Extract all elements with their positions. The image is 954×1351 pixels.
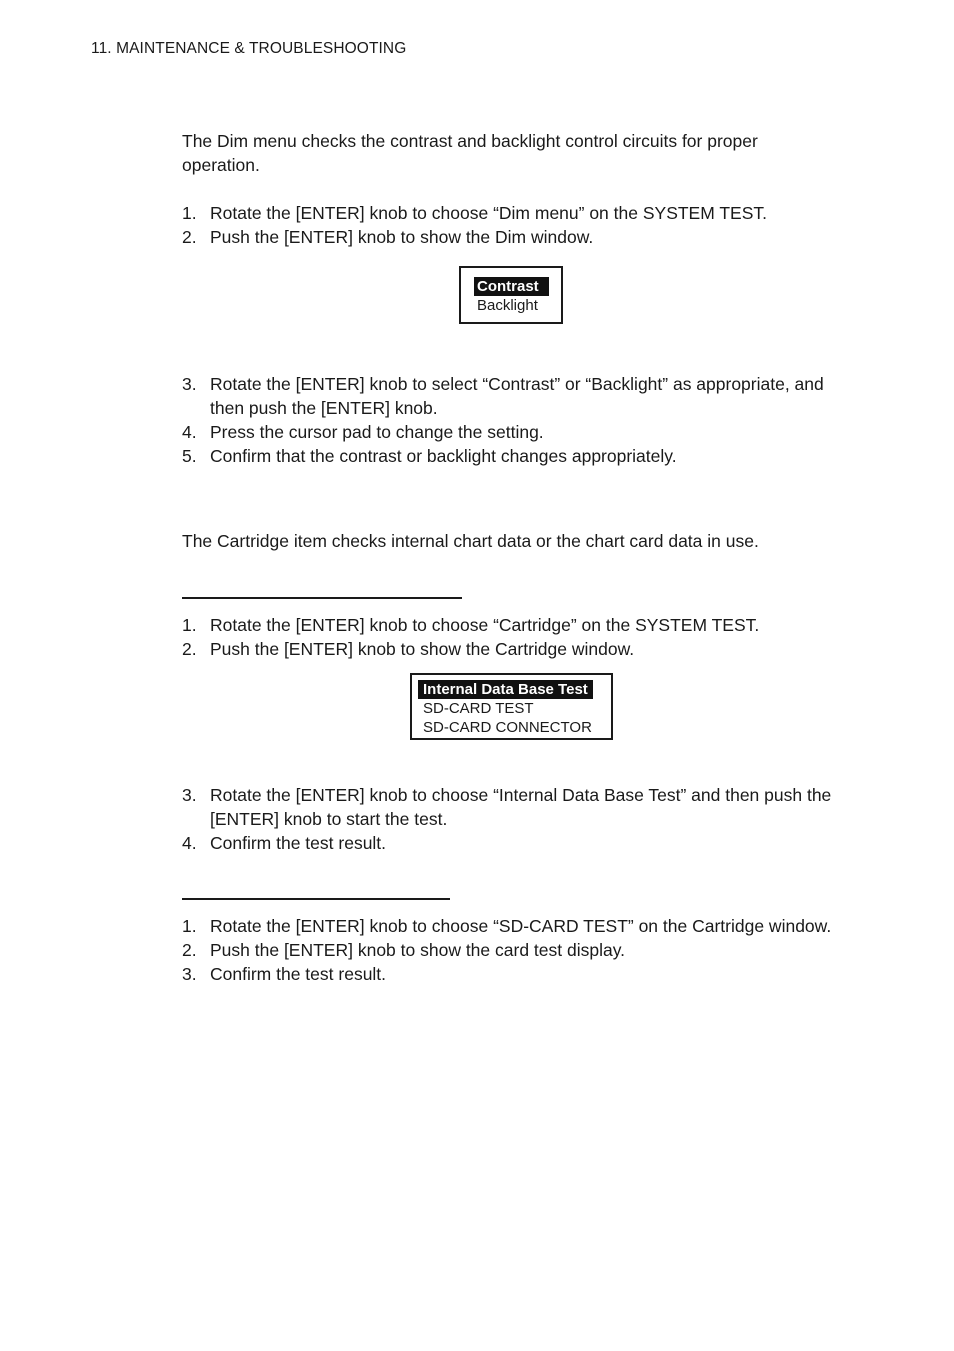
step-number: 2.: [182, 639, 197, 659]
dim-intro-paragraph: The Dim menu checks the contrast and backlight control circuits for proper operation.: [182, 131, 758, 175]
section-divider: [182, 597, 462, 599]
step-text: Push the [ENTER] knob to show the Cartridge window.: [210, 639, 635, 659]
step-text: Press the cursor pad to change the setting.: [210, 422, 544, 442]
dim-steps-list-a: [182, 201, 842, 249]
step-number: 4.: [182, 422, 197, 442]
dim-step-3: [182, 372, 842, 420]
cartridge-intro-paragraph: The Cartridge item checks internal chart data or the chart card data in use.: [182, 531, 759, 551]
step-number: 1.: [182, 615, 197, 635]
cartridge-step-2: [182, 637, 842, 661]
step-text: Rotate the [ENTER] knob to choose “Cartridge” on the SYSTEM TEST.: [210, 615, 760, 635]
sd-card-steps-list: [182, 914, 842, 986]
dim-step-4: [182, 420, 842, 444]
cartridge-menu-item-sd-card-test[interactable]: SD-CARD TEST: [423, 700, 534, 717]
step-text: Confirm the test result.: [210, 964, 387, 984]
step-number: 3.: [182, 785, 197, 805]
step-number: 2.: [182, 227, 197, 247]
cartridge-menu-item-sd-card-connector[interactable]: SD-CARD CONNECTOR: [423, 719, 592, 736]
cartridge-step-4: [182, 831, 842, 855]
step-text: Confirm that the contrast or backlight changes appropriately.: [210, 446, 677, 466]
step-text: Rotate the [ENTER] knob to choose “Internal Data Base Test” and then push the [ENTER] knob to start the test.: [210, 785, 832, 829]
step-text: Rotate the [ENTER] knob to select “Contrast” or “Backlight” as appropriate, and then push the [ENTER] knob.: [210, 374, 824, 418]
dim-step-1: [182, 201, 842, 225]
step-number: 5.: [182, 446, 197, 466]
step-text: Confirm the test result.: [210, 833, 387, 853]
step-text: Push the [ENTER] knob to show the card test display.: [210, 940, 626, 960]
cartridge-step-1: [182, 613, 842, 637]
sd-card-step-1: [182, 914, 842, 938]
step-number: 1.: [182, 916, 197, 936]
sd-card-step-3: [182, 962, 842, 986]
dim-menu-item-contrast[interactable]: Contrast: [474, 277, 549, 296]
step-number: 3.: [182, 374, 197, 394]
cartridge-menu-item-internal-db-test[interactable]: Internal Data Base Test: [418, 680, 593, 699]
cartridge-steps-list-a: [182, 613, 842, 661]
cartridge-step-3: [182, 783, 842, 831]
step-number: 1.: [182, 203, 197, 223]
section-divider: [182, 898, 450, 900]
step-number: 3.: [182, 964, 197, 984]
cartridge-window: [410, 673, 613, 740]
dim-step-5: [182, 444, 842, 468]
dim-menu-item-backlight[interactable]: Backlight: [477, 297, 538, 314]
cartridge-steps-list-b: [182, 783, 842, 855]
step-number: 4.: [182, 833, 197, 853]
running-header: 11. MAINTENANCE & TROUBLESHOOTING: [91, 40, 407, 57]
step-text: Push the [ENTER] knob to show the Dim window.: [210, 227, 594, 247]
dim-steps-list-b: [182, 372, 842, 468]
step-text: Rotate the [ENTER] knob to choose “SD-CARD TEST” on the Cartridge window.: [210, 916, 832, 936]
dim-window: [459, 266, 563, 324]
step-number: 2.: [182, 940, 197, 960]
sd-card-step-2: [182, 938, 842, 962]
dim-step-2: [182, 225, 842, 249]
step-text: Rotate the [ENTER] knob to choose “Dim menu” on the SYSTEM TEST.: [210, 203, 767, 223]
